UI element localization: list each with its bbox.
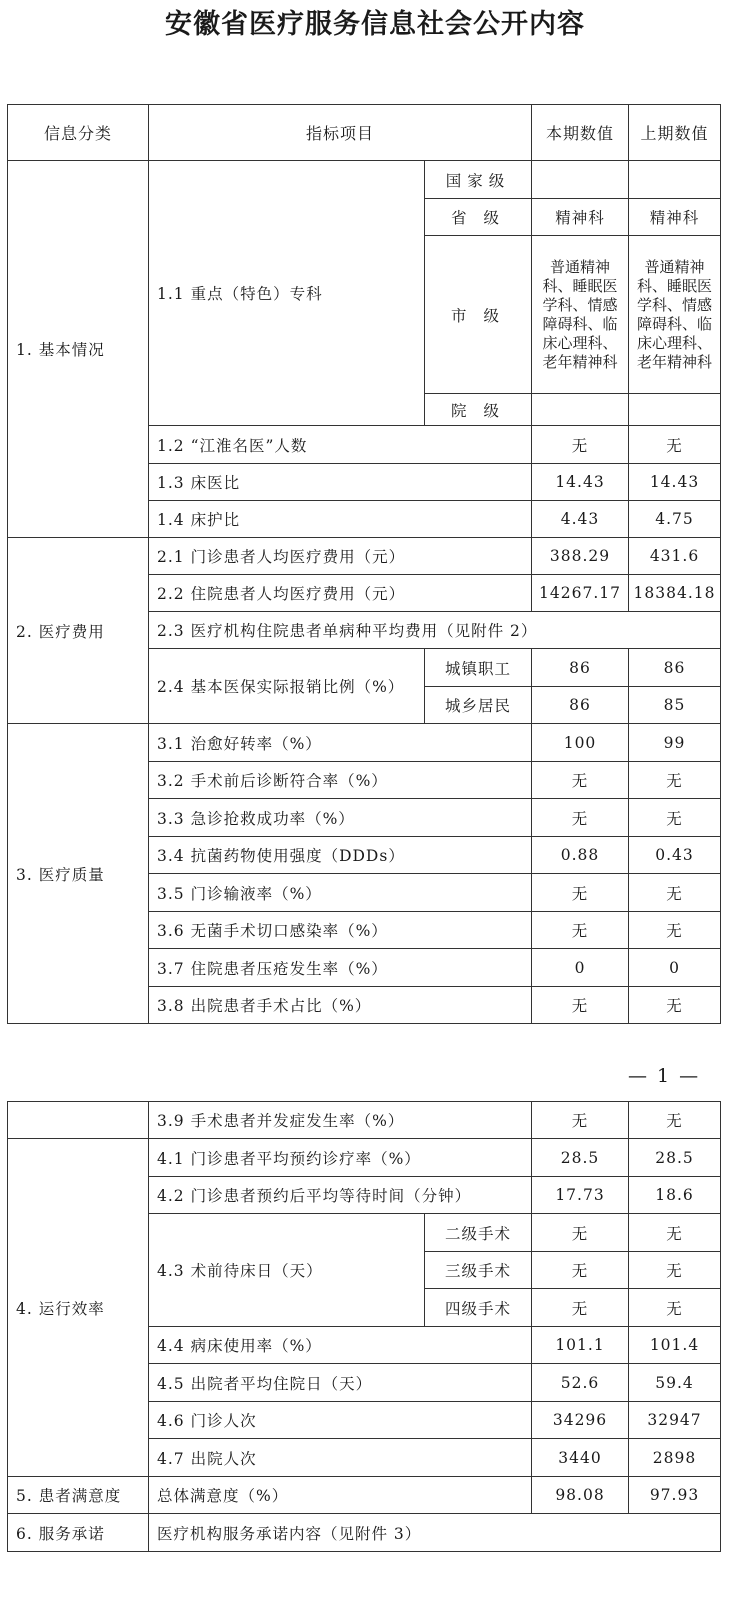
current-value: 52.6: [532, 1364, 629, 1402]
header-indicator: 指标项目: [149, 105, 532, 161]
indicator-label: 3.6 无菌手术切口感染率（%）: [149, 912, 532, 949]
current-value: 34296: [532, 1402, 629, 1439]
level-label: 国家级: [425, 161, 532, 199]
header-category: 信息分类: [8, 105, 149, 161]
category-satisfaction: 5. 患者满意度: [8, 1477, 149, 1514]
indicator-label: 3.8 出院患者手术占比（%）: [149, 987, 532, 1024]
current-value: 14.43: [532, 464, 629, 501]
current-value: 无: [532, 426, 629, 464]
previous-value: 无: [629, 1289, 721, 1327]
current-value: 0: [532, 949, 629, 987]
previous-value: 无: [629, 874, 721, 912]
indicator-label: 2.1 门诊患者人均医疗费用（元）: [149, 538, 532, 575]
category-continued: [8, 1102, 149, 1139]
current-value: 4.43: [532, 501, 629, 538]
current-value: [532, 394, 629, 426]
indicator-label: 3.5 门诊输液率（%）: [149, 874, 532, 912]
table-row: [8, 1102, 721, 1139]
current-value: [532, 161, 629, 199]
table-row: [8, 1514, 721, 1552]
info-table-part-1: [7, 104, 721, 1024]
current-value: 无: [532, 1289, 629, 1327]
sub-item-label: 二级手术: [425, 1214, 532, 1252]
level-label: 院 级: [425, 394, 532, 426]
previous-value: 14.43: [629, 464, 721, 501]
info-table-part-2: [7, 1101, 721, 1552]
page-title: 安徽省医疗服务信息社会公开内容: [165, 9, 585, 40]
table-row: [8, 1477, 721, 1514]
previous-value: 无: [629, 799, 721, 837]
previous-value: 431.6: [629, 538, 721, 575]
indicator-label: 总体满意度（%）: [149, 1477, 532, 1514]
indicator-label: 4.6 门诊人次: [149, 1402, 532, 1439]
indicator-label: 1.3 床医比: [149, 464, 532, 501]
indicator-label: 3.9 手术患者并发症发生率（%）: [149, 1102, 532, 1139]
indicator-label: 3.7 住院患者压疮发生率（%）: [149, 949, 532, 987]
current-value: 98.08: [532, 1477, 629, 1514]
previous-value: 无: [629, 1102, 721, 1139]
previous-value: 无: [629, 762, 721, 799]
level-label: 市 级: [425, 236, 532, 394]
previous-value: 32947: [629, 1402, 721, 1439]
current-value: 无: [532, 1252, 629, 1289]
indicator-label: 3.4 抗菌药物使用强度（DDDs）: [149, 837, 532, 874]
sub-item-label: 城乡居民: [425, 687, 532, 724]
previous-value: 4.75: [629, 501, 721, 538]
current-value: 101.1: [532, 1327, 629, 1364]
previous-value: 精神科: [629, 199, 721, 236]
previous-value: 101.4: [629, 1327, 721, 1364]
indicator-preop: 4.3 术前待床日（天）: [149, 1214, 425, 1327]
current-value: 无: [532, 799, 629, 837]
previous-value: 97.93: [629, 1477, 721, 1514]
indicator-label: 1.4 床护比: [149, 501, 532, 538]
previous-value: 99: [629, 724, 721, 762]
category-cost: 2. 医疗费用: [8, 538, 149, 724]
previous-value: [629, 394, 721, 426]
previous-value: 28.5: [629, 1139, 721, 1177]
previous-value: 18.6: [629, 1177, 721, 1214]
previous-value: 无: [629, 912, 721, 949]
indicator-label: 医疗机构服务承诺内容（见附件 3）: [149, 1514, 721, 1552]
current-value: 无: [532, 987, 629, 1024]
current-value: 3440: [532, 1439, 629, 1477]
table-row: [8, 1139, 721, 1177]
previous-value: 0.43: [629, 837, 721, 874]
current-value: 17.73: [532, 1177, 629, 1214]
indicator-label: 2.2 住院患者人均医疗费用（元）: [149, 575, 532, 612]
indicator-label: 4.4 病床使用率（%）: [149, 1327, 532, 1364]
current-value: 精神科: [532, 199, 629, 236]
header-current: 本期数值: [532, 105, 629, 161]
current-value: 100: [532, 724, 629, 762]
level-label: 省 级: [425, 199, 532, 236]
previous-value: 无: [629, 426, 721, 464]
sub-item-label: 三级手术: [425, 1252, 532, 1289]
current-value: 0.88: [532, 837, 629, 874]
previous-value: 无: [629, 1214, 721, 1252]
indicator-label: 4.5 出院者平均住院日（天）: [149, 1364, 532, 1402]
previous-value: 85: [629, 687, 721, 724]
previous-value: 无: [629, 1252, 721, 1289]
sub-item-label: 城镇职工: [425, 649, 532, 687]
category-commitment: 6. 服务承诺: [8, 1514, 149, 1552]
header-previous: 上期数值: [629, 105, 721, 161]
previous-value: 18384.18: [629, 575, 721, 612]
indicator-label: 4.2 门诊患者预约后平均等待时间（分钟）: [149, 1177, 532, 1214]
previous-value: [629, 161, 721, 199]
current-value: 无: [532, 762, 629, 799]
current-value: 普通精神科、睡眠医学科、情感障碍科、临床心理科、老年精神科: [532, 236, 629, 394]
indicator-insurance: 2.4 基本医保实际报销比例（%）: [149, 649, 425, 724]
current-value: 无: [532, 1102, 629, 1139]
indicator-label: 4.1 门诊患者平均预约诊疗率（%）: [149, 1139, 532, 1177]
previous-value: 59.4: [629, 1364, 721, 1402]
indicator-label: 4.7 出院人次: [149, 1439, 532, 1477]
indicator-key-specialty: 1.1 重点（特色）专科: [149, 161, 425, 426]
previous-value: 普通精神科、睡眠医学科、情感障碍科、临床心理科、老年精神科: [629, 236, 721, 394]
category-quality: 3. 医疗质量: [8, 724, 149, 1024]
current-value: 无: [532, 1214, 629, 1252]
indicator-label: 3.3 急诊抢救成功率（%）: [149, 799, 532, 837]
previous-value: 无: [629, 987, 721, 1024]
current-value: 86: [532, 687, 629, 724]
current-value: 14267.17: [532, 575, 629, 612]
sub-item-label: 四级手术: [425, 1289, 532, 1327]
current-value: 86: [532, 649, 629, 687]
table-row: [8, 161, 721, 199]
table-row: [8, 538, 721, 575]
header-row: [8, 105, 721, 161]
current-value: 无: [532, 912, 629, 949]
current-value: 无: [532, 874, 629, 912]
indicator-label: 1.2 “江淮名医”人数: [149, 426, 532, 464]
indicator-label: 3.2 手术前后诊断符合率（%）: [149, 762, 532, 799]
indicator-label: 3.1 治愈好转率（%）: [149, 724, 532, 762]
table-row: [8, 724, 721, 762]
current-value: 388.29: [532, 538, 629, 575]
category-efficiency: 4. 运行效率: [8, 1139, 149, 1477]
page-number: — 1 —: [628, 1065, 701, 1087]
indicator-single-disease: 2.3 医疗机构住院患者单病种平均费用（见附件 2）: [149, 612, 721, 649]
category-basic: 1. 基本情况: [8, 161, 149, 538]
previous-value: 0: [629, 949, 721, 987]
previous-value: 86: [629, 649, 721, 687]
previous-value: 2898: [629, 1439, 721, 1477]
current-value: 28.5: [532, 1139, 629, 1177]
